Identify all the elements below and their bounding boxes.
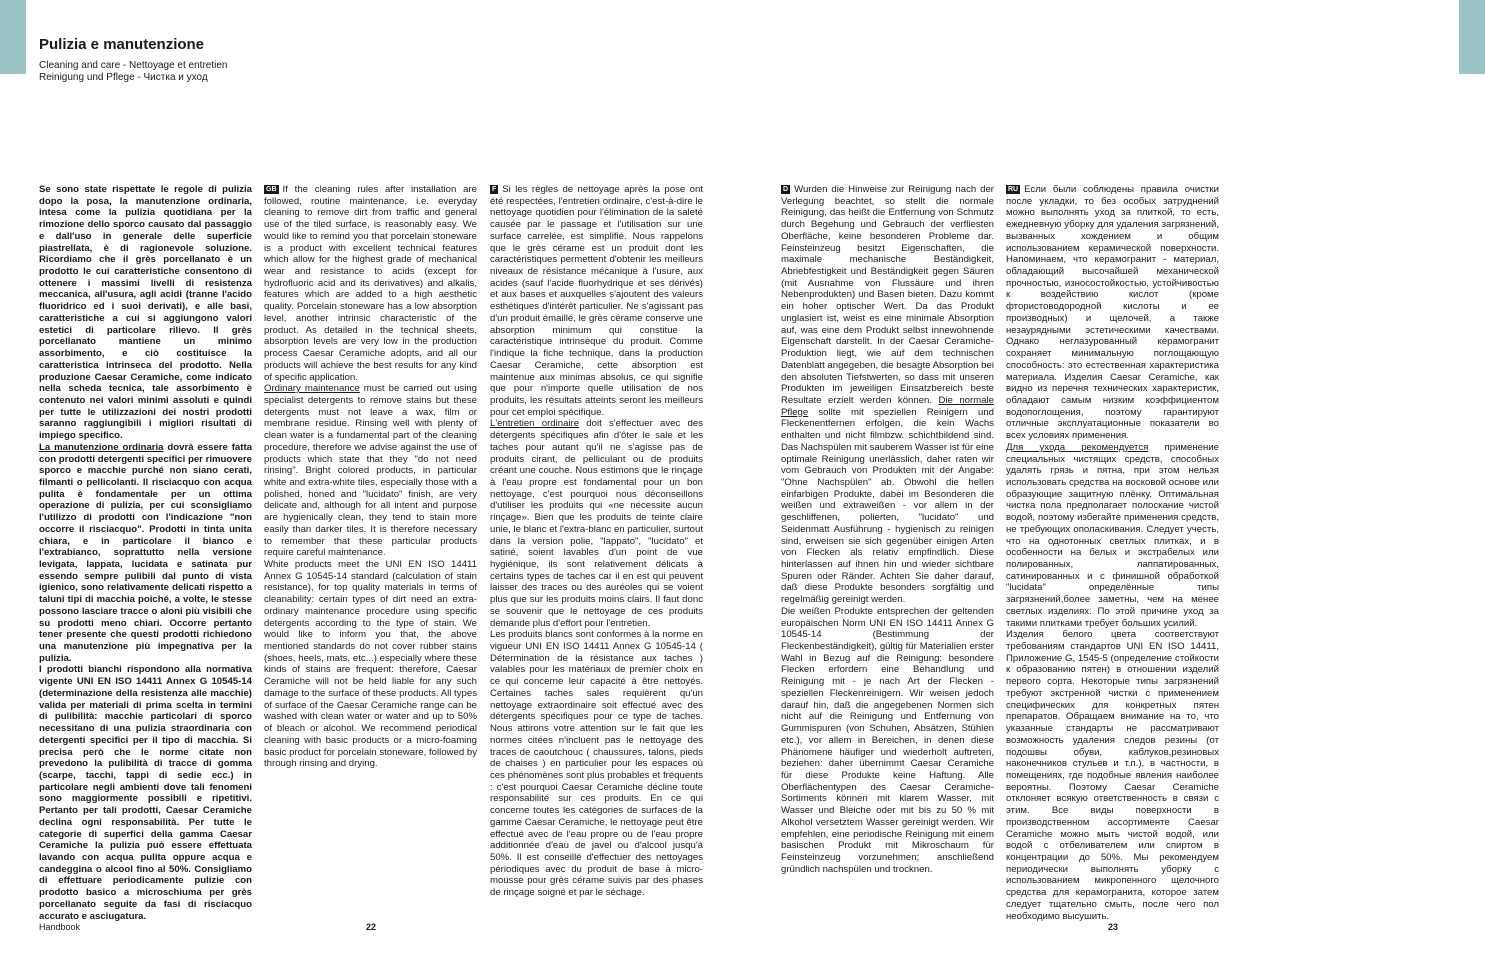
it-paragraph-1: Se sono state rispettate le regole di pulizia dopo la posa, la manutenzione ordinaria, intesa come la pulizia quotidiana per la rimozione dello sporco causato dal passaggio e dall'uso in generale delle superficie piastrellata, è di ragionevole soluzione. Ricordiamo che il grès porcellanato è un prodotto le cui caratteristiche consentono di ottenere i massimi livelli di resistenza meccanica, all'usura, agli acidi (tranne l'acido fluoridrico ed i suoi derivati), e alle basi, caratteristiche a cui si aggiungono valori estetici di particolare rilievo. Il grès porcellanato mantiene un minimo assorbimento, e ciò costituisce la caratteristica intrinseca del prodotto. Nella produzione Caesar Ceramiche, come indicato nella scheda tecnica, tale assorbimento è contenuto nei valori minimi assoluti e quindi per tutte le utilizzazioni dei nostri prodotti saranno raggiungibili i migliori risultati di impiego specifico. [39, 184, 252, 442]
gb-paragraph-1 [264, 184, 477, 383]
de-paragraph-1 [781, 184, 994, 606]
fr-paragraph-1 [490, 184, 703, 418]
gb-paragraph-2 [264, 383, 477, 559]
it-underlined-term: La manutenzione ordinaria [39, 441, 164, 453]
column-french [490, 184, 703, 899]
gb-paragraph-3: White products meet the UNI EN ISO 14411 Annex G 10545-14 standard (calculation of stain resistance), for top quality materials in terms of cleanability: certain types of dirt need an extra-ordinary maintenance procedure using specific detergents according to the type of stain. We would like to inform you that, the above mentioned standards do not cover rubber stains (shoes, heels, mats, etc...) especially where these kinds of stains are frequent: therefore, Caesar Ceramiche will not be held liable for any such damage to the surface of these products. All types of surface of the Caesar Ceramiche range can be washed with clean water or water and up to 50% of bleach or alcohol. We recommend periodical cleaning with basic products or a micro-foaming basic product for porcelain stoneware, followed by through rinsing and drying. [264, 559, 477, 770]
de-paragraph-1-text-b: sollte mit speziellen Reinigern und Fleckenentfernen erfolgen, die kein Wachs enthalten und nicht filmbzw. schichtbildend sind. Das Nachspülen mit sauberem Wasser ist für eine optimale Reinigung unerlässlich, daher raten wir vom Gebrauch von Produkten mit der Angabe: "Ohne Nachspülen" ab. Obwohl die hellen einfarbigen Produkte, dabei im Besonderen die weißen und extraweißen - vor allem in der geschliffenen, polierten, "lucidato" und Seidenmatt Ausführung - hygienisch zu reinigen sind, erweisen sie sich gegenüber einigen Arten von Flecken als relativ empfindlich. Diese hinterlassen auf ihnen hin und wieder sichtbare Spuren oder Ränder. Achten Sie daher darauf, daß diese Produkte besonders sorgfältig und regelmäßig gereinigt werden. [781, 406, 994, 606]
subtitle-line-1: Cleaning and care - Nettoyage et entretien [39, 60, 228, 71]
ru-underlined-term: Для ухода рекомендуется [1006, 441, 1149, 453]
ru-paragraph-3: Изделия белого цвета соответствуют требованиям стандартов UNI EN ISO 14411, Приложение G, 1545-5 (определение стойкости к образованию пятен) в отношении изделий первого сорта. Некоторые типы загрязнений требуют экстренной чистки с применением специфических для конкретных пятен препаратов. Обращаем внимание на то, что указанные стандарты не рассматривают возможность удаления следов резины (от подошвы обуви, каблуков,резиновых наконечников стульев и т.п.), в частности, в помещениях, где подобные явления наиболее вероятны. Поэтому Caesar Ceramiche отклоняет всякую ответственность в связи с этим. Все виды поверхности в производственном ассортименте Caesar Ceramiche можно мыть чистой водой, или водой с отбеливателем или спиртом в концентрации до 50%. Мы рекомендуем периодически выполнять уборку с использованием микропенного щелочного средства для керамогранита, которое затем следует тщательно смыть, после чего пол необходимо высушить. [1006, 629, 1219, 922]
ru-paragraph-1-text: Если были соблюдены правила очистки после укладки, то без особых затруднений можно выполнять уход за плиткой, то есть, ежедневную уборку для удаления загрязнений, вызванных хождением и общим использованием керамической поверхности. Напоминаем, что керамогранит - материал, обладающий высочайшей механической прочностью, износостойкостью, устойчивостью к воздействию кислот (кроме фтористоводородной кислоты и ее производных) и щелочей, а также незаурядными эстетическими качествами. Однако неглазурованный керамогранит сохраняет минимальную поглощающую способность: это естественная характеристика материала. Изделия Caesar Ceramiche, как видно из перечня технических характеристик, обладают самым низким коэффициентом водопоглощения, поэтому гарантируют отличные эксплуатационные показатели во всех условиях применения. [1006, 184, 1219, 442]
fr-underlined-term: L'entretien ordinaire [490, 418, 580, 430]
fr-paragraph-2 [490, 418, 703, 629]
column-italian [39, 184, 252, 922]
it-paragraph-3: I prodotti bianchi rispondono alla normativa vigente UNI EN ISO 14411 Annex G 10545-14 (determinazione della resistenza alle macchie) valida per materiali di prima scelta in termini di pulibilità: macchie particolari di sporco necessitano di una pulizia straordinaria con detergenti specifici per il tipo di macchia. Si precisa però che le norme citate non prevedono la pulibilità di tracce di gomma (scarpe, tacchi, tappi di sedie ecc.) in particolare negli ambienti dove tali fenomeni sono maggiormente possibili e ripetitivi. Pertanto per tali prodotti, Caesar Ceramiche declina ogni responsabilità. Per tutte le categorie di superfici della gamma Caesar Ceramiche la pulizia può essere effettuata lavando con acqua pulita oppure acqua e candeggina o alcool fino al 50%. Consigliamo di effettuare periodicamente pulizie con prodotto basico a microschiuma per grès porcellanato seguite da fasi di risciacquo accurato e asciugatura. [39, 664, 252, 922]
ru-language-badge: RU [1008, 186, 1019, 193]
fr-paragraph-3: Les produits blancs sont conformes à la norme en vigueur UNI EN ISO 14411 Annex G 10545-14 ( Détermination de la résistance aux taches ) valables pour les matériaux de premier choix en ce qui concerne leur capacité à être nettoyés. Certaines taches sales requièrent qu'un nettoyage extraordinaire soit effectué avec des détergents spécifiques pour ce type de taches. Nous attirons votre attention sur le fait que les normes citées n'incluent pas le nettoyage des traces de caoutchouc ( chaussures, talons, pieds de chaises ) en particulier pour les espaces où ces phénomènes sont plus probables et fréquents : c'est pourquoi Caesar Ceramiche décline toute responsabilité sur ces produits. En ce qui concerne toutes les catégories de surfaces de la gamme Caesar Ceramiche, le nettoyage peut être effectué avec de l'eau propre ou de l'eau propre additionnée d'eau de javel ou d'alcool jusqu'à 50%. Il est conseillé d'effectuer des nettoyages périodiques avec du produit de base à micro-mousse pour grès cérame suivis par des phases de rinçage soigné et par le séchage. [490, 629, 703, 899]
de-underlined-term: Die normale Pflege [781, 394, 994, 418]
footer-handbook-label: Handbook [39, 922, 81, 932]
column-german [781, 184, 994, 875]
de-paragraph-2: Die weißen Produkte entsprechen der geltenden europäischen Norm UNI EN ISO 14411 Annex G 10545-14 (Bestimmung der Fleckenbeständigkeit), gültig für Materialien erster Wahl in Bezug auf die Reinigung: besondere Flecken erfordern eine Behandlung und Reinigung mit - je nach Art der Flecken - speziellen Fleckenreinigern. Wir weisen jedoch darauf hin, daß die angegebenen Normen sich nicht auf die Reinigung und Entfernung von Gummispuren (von Schuhen, Absätzen, Stühlen etc.), vor allem in Bereichen, in denen diese Phänomene häufiger und wiederholt auftreten, beziehen: daher übernimmt Caesar Ceramiche für diese Produkte keine Haftung. Alle Oberflächentypen des Caesar Ceramiche-Sortiments können mit klarem Wasser, mit Wasser und Bleiche oder mit bis zu 50 % mit Alkohol versetztem Wasser gereinigt werden. Wir empfehlen, eine periodische Reinigung mit einem basischen Produkt mit Mikroschaum für Feinsteinzeug vorzunehmen; anschließend gründlich nachspülen und trocknen. [781, 605, 994, 875]
gb-paragraph-1-text: If the cleaning rules after installation are followed, routine maintenance, i.e. everyday cleaning to remove dirt from traffic and general use of the tiled surface, is reasonably easy. We would like to remind you that porcelain stoneware is a product with excellent technical features which allow for the highest grade of mechanical wear and resistance to acids (except for hydrofluoric acid and its derivatives) and alkalis, features which are added to a high aesthetic quality. Porcelain stoneware has a low absorption level, another intrinsic characteristic of the product. As detailed in the technical sheets, absorption levels are very low in the production process Caesar Ceramiche adopts, and all our products will achieve the best results for any kind of specific application. [264, 184, 477, 383]
it-paragraph-2 [39, 442, 252, 665]
de-paragraph-1-text-a: Wurden die Hinweise zur Reinigung nach der Verlegung beachtet, so stellt die normale Reinigung, das heißt die Entfernung von Schmutz durch Begehung und Gebrauch der verfliesten Oberfläche, keine besonderen Probleme dar. Feinsteinzeug besitzt Eigenschaften, die maximale mechanische Beständigkeit, Abriebfestigkeit und Beständigkeit gegen Säuren (mit Ausnahme von Flussäure und ihren Nebenprodukten) und Basen bieten. Dazu kommt ein hoher optischer Wert. Da das Produkt unglasiert ist, weist es eine minimale Absorption auf, was eine dem Produkt selbst innewohnende Eigenschaft darstellt. In der Caesar Ceramiche-Produktion liegt, wie auf dem technischen Datenblatt angegeben, die besagte Absorption bei den absoluten Tiefstwerten, so dass mit unseren Produkten im jeweiligen Einsatzbereich beste Resultate erzielt werden können. [781, 184, 994, 406]
section-tab-right [1459, 0, 1485, 74]
page-title: Pulizia e manutenzione [39, 36, 205, 53]
it-paragraph-2-text: dovrà essere fatta con prodotti detergenti specifici per rimuovere sporco e macchie purché non siano cerati, filmanti o pellicolanti. Il risciacquo con acqua pulita è fondamentale per un ottima operazione di pulizia, per cui sconsigliamo l'utilizzo di prodotti con l'indicazione "non occorre il risciacquo". Prodotti in tinta unita chiara, e in particolare il bianco e l'extrabianco, soprattutto nella versione levigata, lappata, lucidata e satinata pur essendo sempre pulibili dal punto di vista igienico, sono relativamente delicati rispetto a taluni tipi di macchia poiché, a volte, le stesse possono lasciare tracce o aloni più visibili che su prodotti meno chiari. Occorre pertanto tener presente che questi prodotti richiedono una manutenzione più impegnativa per la pulizia. [39, 441, 252, 664]
column-russian [1006, 184, 1219, 922]
gb-paragraph-2-text: must be carried out using specialist detergents to remove stains but these detergents must not leave a wax, film or membrane residue. Rinsing well with plenty of clean water is a fundamental part of the cleaning procedure, therefore we advise against the use of products which state that they "do not need rinsing". Bright colored products, in particular white and extra-white tiles, especially those with a polished, honed and "lucidato" finish, are very delicate and, although for all intent and purpose are hygienically clean, they tend to stain more easily than darker tiles. It is therefore necessary to remember that these particular products require careful maintenance. [264, 383, 477, 559]
page-number-left: 22 [366, 922, 377, 932]
ru-paragraph-1 [1006, 184, 1219, 442]
page-number-right: 23 [1108, 922, 1119, 932]
de-language-badge: D [783, 186, 789, 193]
fr-paragraph-1-text: Si les règles de nettoyage après la pose ont été respectées, l'entretien ordinaire, c'est-à-dire le nettoyage quotidien pour l'élimination de la saleté causée par le passage et l'utilisation sur une surface carrelée, est simplifié. Nous rappelons que le grès cérame est un produit dont les caractéristiques permettent d'obtenir les meilleurs niveaux de résistance mécanique à l'usure, aux acides (sauf l'acide fluorhydrique et ses dérivés) et aux bases et auxquelles s'ajoutent des valeurs esthétiques d'intérêt particulier. Ne s'agissant pas d'un produit émaillé, le grès cérame conserve une absorption minimum qui constitue la caractéristique intrinsèque du produit. Comme l'indique la fiche technique, dans la production Caesar Ceramiche, cette absorption est maintenue aux minimas absolus, ce qui signifie que pour n'importe quelle utilisation de nos produits, les résultats atteints seront les meilleurs pour cet emploi spécifique. [490, 184, 703, 418]
ru-paragraph-2 [1006, 442, 1219, 630]
fr-paragraph-2-text: doit s'effectuer avec des détergents spécifiques afin d'ôter le sale et les taches pour autant qu'il ne s'agisse pas de produits cirant, de pelliculant ou de produits créant une couche. Nous estimons que le rinçage à l'eau propre est fondamental pour un bon nettoyage, c'est pourquoi nous déconseillons d'utiliser les produits qui «ne nécessite aucun rinçage». Bien que les produits de teinte claire unie, le blanc et l'extra-blanc en particulier, surtout dans la version polie, "lappato", "lucidato" et satiné, soient lavables d'un point de vue hygiénique, ils sont relativement délicats à certains types de taches car il en est qui peuvent laisser des traces ou des auréoles qui se voient plus que sur les produits moins clairs. Il faut donc se souvenir que le nettoyage de ces produits demande plus d'effort pour l'entretien. [490, 418, 704, 629]
section-tab-left [0, 0, 26, 74]
fr-language-badge: F [492, 186, 497, 193]
subtitle-line-2: Reinigung und Pflege - Чистка и уход [39, 72, 208, 83]
ru-paragraph-2-text: применение специальных чистящих средств, способных удалять грязь и пятна, при этом нельзя использовать средства на восковой основе или образующие защитную плёнку. Оптимальная чистка пола предполагает полоскание чистой водой, поэтому избегайте применения средств, не требующих ополаскивания. Следует учесть, что на однотонных светлых плитках, и в особенности на белых и экстрабелых или полированных, лаппатированных, сатинированных и с финишной обработкой "lucidata" определённые типы загрязнений,более заметны, чем на менее светлых изделиях. По этой причине уход за такими плитками требует больших усилий. [1006, 441, 1219, 629]
column-english [264, 184, 477, 770]
gb-language-badge: GB [266, 186, 277, 193]
page-subtitle [39, 60, 227, 84]
gb-underlined-term: Ordinary maintenance [264, 383, 360, 395]
